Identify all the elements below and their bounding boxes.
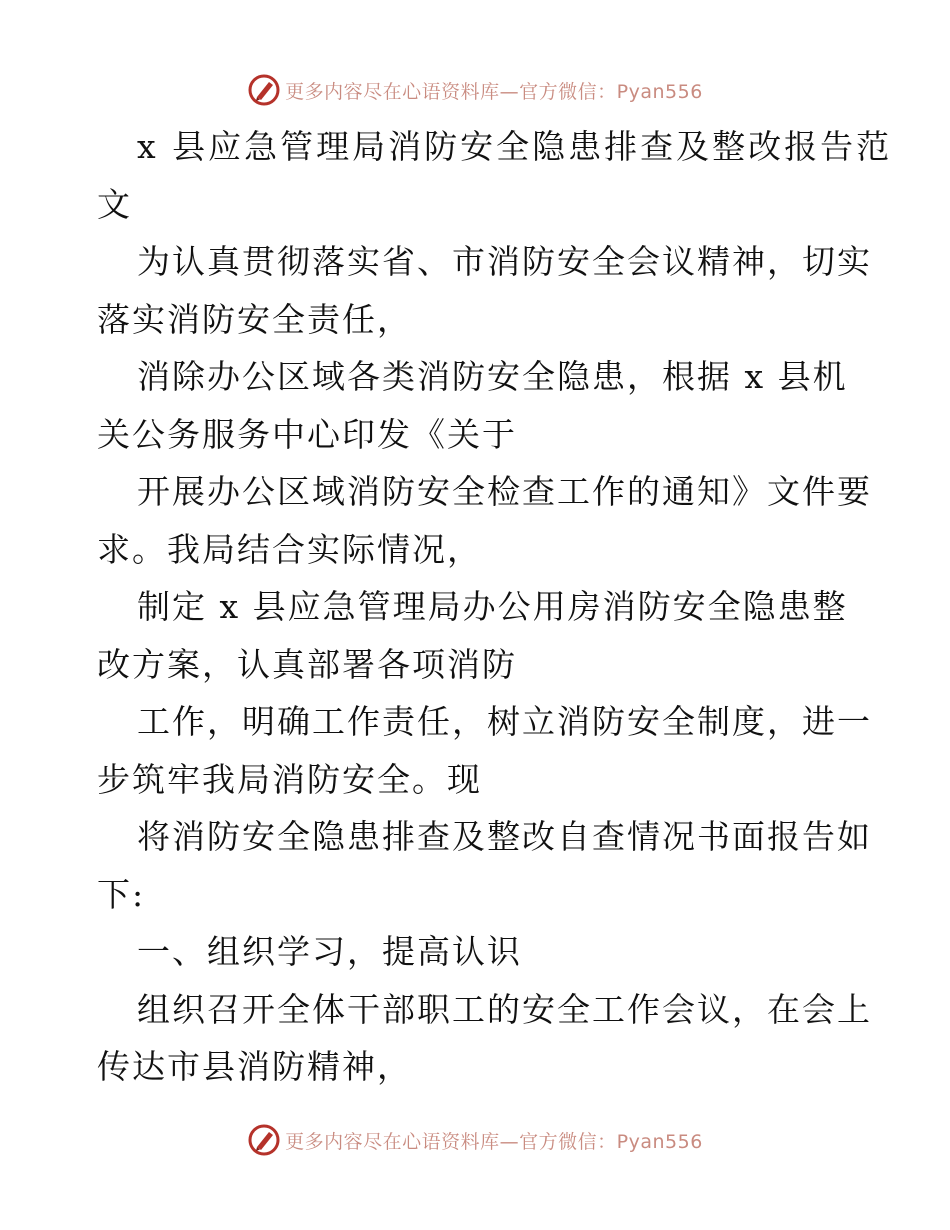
watermark-footer bbox=[0, 1120, 950, 1160]
document-title-line: 文 bbox=[97, 184, 132, 224]
paragraph-line: 步筑牢我局消防安全。现 bbox=[97, 759, 482, 799]
watermark-text: 更多内容尽在心语资料库—官方微信：Pyan556 bbox=[285, 1130, 703, 1153]
paragraph-line: 下: bbox=[97, 874, 146, 914]
watermark-header bbox=[0, 70, 950, 110]
paragraph-line: 将消防安全隐患排查及整改自查情况书面报告如 bbox=[137, 817, 872, 856]
watermark-text: 更多内容尽在心语资料库—官方微信：Pyan556 bbox=[285, 80, 703, 103]
paragraph-line: 落实消防安全责任， bbox=[97, 299, 412, 339]
red-pen-seal-icon bbox=[247, 1123, 281, 1157]
paragraph-line: 制定 x 县应急管理局办公用房消防安全隐患整 bbox=[137, 587, 848, 626]
paragraph-line: 改方案，认真部署各项消防 bbox=[97, 644, 517, 684]
paragraph-line: 关公务服务中心印发《关于 bbox=[97, 414, 517, 454]
document-title-line: x 县应急管理局消防安全隐患排查及整改报告范 bbox=[137, 127, 893, 166]
paragraph-line: 消除办公区域各类消防安全隐患，根据 x 县机 bbox=[137, 357, 848, 396]
paragraph-line: 为认真贯彻落实省、市消防安全会议精神，切实 bbox=[137, 242, 872, 281]
paragraph-line: 工作，明确工作责任，树立消防安全制度，进一 bbox=[137, 702, 872, 741]
red-pen-seal-icon bbox=[247, 73, 281, 107]
paragraph-line: 组织召开全体干部职工的安全工作会议，在会上 bbox=[137, 989, 872, 1029]
paragraph-line: 传达市县消防精神， bbox=[97, 1047, 412, 1086]
paragraph-line: 一、组织学习，提高认识 bbox=[137, 932, 522, 971]
document-body bbox=[97, 118, 893, 1096]
paragraph-line: 求。我局结合实际情况， bbox=[97, 529, 482, 569]
paragraph-line: 开展办公区域消防安全检查工作的通知》文件要 bbox=[137, 472, 872, 511]
